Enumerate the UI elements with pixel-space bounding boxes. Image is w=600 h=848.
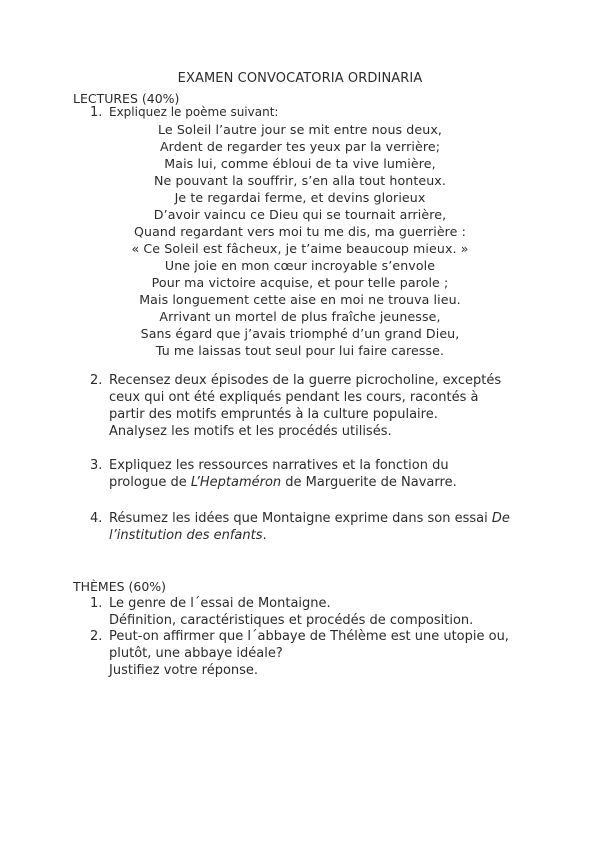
poem-line: Arrivant un mortel de plus fraîche jeunesse, (159, 309, 441, 324)
lectures-question-3 (90, 457, 530, 491)
question-line: Peut-on affirmer que l´abbaye de Thélème est une utopie ou, (109, 629, 509, 644)
question-text (109, 372, 530, 440)
lectures-question-4 (90, 510, 530, 544)
themes-heading: THÈMES (60%) (73, 579, 167, 594)
poem-line: Le Soleil l’autre jour se mit entre nous deux, (157, 122, 442, 137)
themes-question-1 (90, 595, 530, 629)
poem-line: D’avoir vaincu ce Dieu qui se tournait arrière, (153, 207, 447, 222)
question-text (109, 510, 530, 544)
question-number: 2. (90, 373, 103, 388)
text-run: de Marguerite de Navarre. (281, 475, 457, 490)
question-number: 1. (90, 596, 103, 611)
question-text (109, 595, 530, 629)
question-text (109, 457, 530, 491)
question-line: Recensez deux épisodes de la guerre picrocholine, exceptés (109, 373, 502, 388)
poem-line: Mais longuement cette aise en moi ne trouva lieu. (139, 292, 461, 307)
question-line (109, 510, 530, 527)
poem-line: « Ce Soleil est fâcheux, je t’aime beaucoup mieux. » (131, 241, 469, 256)
text-run: . (262, 528, 267, 543)
book-title: L’Heptaméron (190, 475, 282, 490)
question-line (109, 527, 530, 544)
question-line: ceux qui ont été expliqués pendant les cours, racontés à (109, 390, 479, 405)
question-line: Expliquez les ressources narratives et la fonction du (109, 458, 449, 473)
question-line: Justifiez votre réponse. (109, 663, 259, 678)
poem-line: Ne pouvant la souffrir, s’en alla tout honteux. (154, 173, 446, 188)
poem-line: Ardent de regarder tes yeux par la verrière; (159, 139, 441, 154)
question-prompt: Expliquez le poème suivant: (109, 105, 279, 119)
lectures-question-2 (90, 372, 530, 440)
question-number: 2. (90, 629, 103, 644)
poem-line: Quand regardant vers moi tu me dis, ma guerrière : (134, 224, 466, 239)
question-text (109, 628, 530, 679)
question-line: plutôt, une abbaye idéale? (109, 646, 283, 661)
poem-line: Je te regardai ferme, et devins glorieux (174, 190, 426, 205)
question-line (109, 474, 530, 491)
question-line: Le genre de l´essai de Montaigne. (109, 596, 331, 611)
lectures-question-1 (90, 104, 530, 121)
question-number: 1. (90, 105, 103, 120)
exam-title: EXAMEN CONVOCATORIA ORDINARIA (177, 71, 423, 86)
question-number: 4. (90, 511, 103, 526)
text-run: Résumez les idées que Montaigne exprime dans son essai (109, 511, 492, 526)
question-line: Analysez les motifs et les procédés utilisés. (109, 424, 392, 439)
lectures-heading: LECTURES (40%) (73, 91, 180, 106)
poem-line: Une joie en mon cœur incroyable s’envole (164, 258, 436, 273)
poem-line: Sans égard que j’avais triomphé d’un grand Dieu, (140, 326, 460, 341)
poem-line: Pour ma victoire acquise, et pour telle parole ; (151, 275, 449, 290)
poem-line: Mais lui, comme ébloui de ta vive lumière, (164, 156, 436, 171)
poem (60, 121, 540, 359)
question-line: Définition, caractéristiques et procédés de composition. (109, 613, 474, 628)
essay-title-start: De (491, 511, 510, 526)
themes-question-2 (90, 628, 530, 679)
question-line: partir des motifs empruntés à la culture populaire. (109, 407, 438, 422)
poem-line: Tu me laissas tout seul pour lui faire caresse. (155, 343, 445, 358)
text-run: prologue de (109, 475, 191, 490)
question-number: 3. (90, 458, 103, 473)
essay-title-end: l’institution des enfants (109, 528, 263, 543)
